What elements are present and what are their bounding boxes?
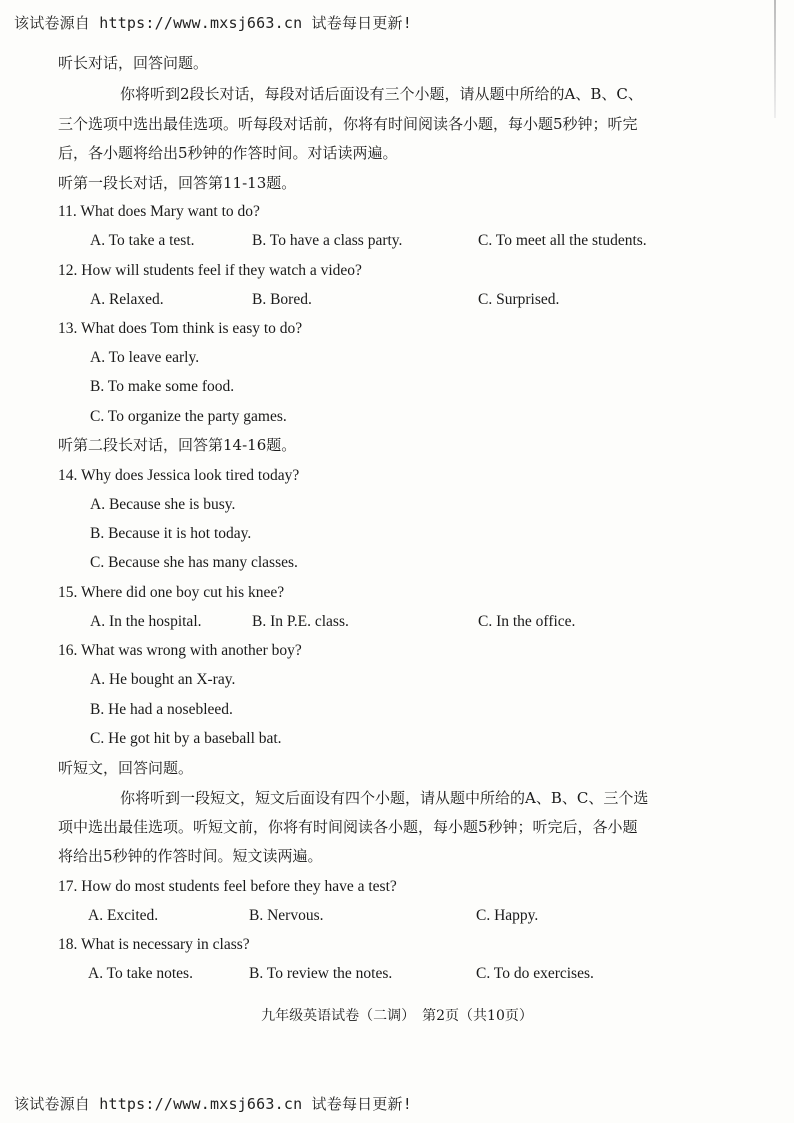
watermark-top: 该试卷源自 https://www.mxsj663.cn 试卷每日更新! [14, 14, 412, 32]
q13-option-c: C. To organize the party games. [90, 408, 287, 425]
q15-option-c: C. In the office. [478, 613, 576, 630]
q11-option-c: C. To meet all the students. [478, 232, 647, 249]
q14-option-a: A. Because she is busy. [90, 496, 236, 513]
section2-instruction-2: 项中选出最佳选项。听短文前，你将有时间阅读各小题，每小题5秒钟；听完后，各小题 [58, 818, 638, 836]
section2-heading: 听短文，回答问题。 [58, 759, 194, 777]
section1-instruction-3: 后，各小题将给出5秒钟的作答时间。对话读两遍。 [58, 144, 398, 162]
q13-stem: 13. What does Tom think is easy to do? [58, 320, 303, 337]
watermark-bottom: 该试卷源自 https://www.mxsj663.cn 试卷每日更新! [14, 1095, 412, 1113]
section2-instruction-3: 将给出5秒钟的作答时间。短文读两遍。 [58, 847, 323, 865]
q18-option-b: B. To review the notes. [249, 965, 393, 982]
q16-option-c: C. He got hit by a baseball bat. [90, 730, 282, 747]
section1-heading: 听长对话，回答问题。 [58, 54, 209, 72]
q15-stem: 15. Where did one boy cut his knee? [58, 584, 285, 601]
q14-option-c: C. Because she has many classes. [90, 554, 298, 571]
q14-option-b: B. Because it is hot today. [90, 525, 252, 542]
q11-option-b: B. To have a class party. [252, 232, 403, 249]
scan-edge [774, 0, 776, 118]
page-footer: 九年级英语试卷（二调） 第2页（共10页） [261, 1008, 533, 1024]
section2-instruction-1: 你将听到一段短文，短文后面设有四个小题，请从题中所给的A、B、C、三个选 [120, 789, 649, 807]
q12-option-c: C. Surprised. [478, 291, 560, 308]
q16-option-a: A. He bought an X-ray. [90, 671, 236, 688]
part2-heading: 听第二段长对话，回答第14-16题。 [58, 436, 297, 454]
q12-stem: 12. How will students feel if they watch a video? [58, 262, 362, 279]
q17-stem: 17. How do most students feel before they have a test? [58, 878, 397, 895]
q18-stem: 18. What is necessary in class? [58, 936, 250, 953]
q16-stem: 16. What was wrong with another boy? [58, 642, 302, 659]
section1-instruction-1: 你将听到2段长对话，每段对话后面设有三个小题，请从题中所给的A、B、C、 [120, 85, 643, 103]
q17-option-b: B. Nervous. [249, 907, 324, 924]
q15-option-a: A. In the hospital. [90, 613, 202, 630]
q16-option-b: B. He had a nosebleed. [90, 701, 233, 718]
q11-option-a: A. To take a test. [90, 232, 195, 249]
q13-option-b: B. To make some food. [90, 378, 235, 395]
part1-heading: 听第一段长对话，回答第11-13题。 [58, 174, 297, 192]
q17-option-c: C. Happy. [476, 907, 539, 924]
q18-option-c: C. To do exercises. [476, 965, 594, 982]
q17-option-a: A. Excited. [88, 907, 159, 924]
q14-stem: 14. Why does Jessica look tired today? [58, 467, 300, 484]
section1-instruction-2: 三个选项中选出最佳选项。听每段对话前，你将有时间阅读各小题，每小题5秒钟；听完 [58, 115, 638, 133]
q18-option-a: A. To take notes. [88, 965, 193, 982]
q13-option-a: A. To leave early. [90, 349, 200, 366]
q12-option-a: A. Relaxed. [90, 291, 164, 308]
q11-stem: 11. What does Mary want to do? [58, 203, 260, 220]
q12-option-b: B. Bored. [252, 291, 312, 308]
q15-option-b: B. In P.E. class. [252, 613, 349, 630]
